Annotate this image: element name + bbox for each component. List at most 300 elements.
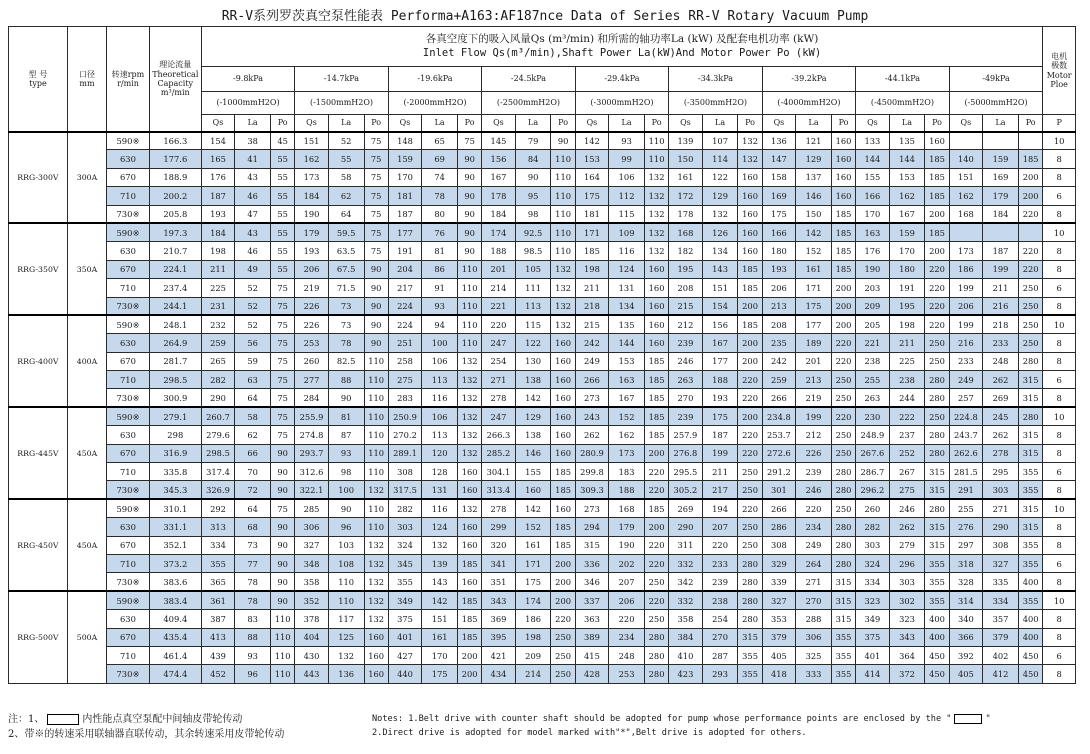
- value-cell: 146: [796, 187, 832, 205]
- value-cell: 96: [235, 665, 271, 683]
- value-cell: 226: [295, 297, 328, 315]
- value-cell: 160: [458, 518, 482, 536]
- value-cell: 355: [831, 628, 855, 646]
- note-en-1: Notes: 1.Belt drive with counter shaft should be adopted for pump whose performance points are enclosed by the " ": [372, 714, 991, 724]
- value-cell: 234: [796, 518, 832, 536]
- value-cell: 314: [949, 591, 982, 609]
- value-cell: 363: [575, 610, 608, 628]
- header-main-cn: 各真空度下的吸入风量Qs (m³/min) 和所需的轴功率La (kW) 及配套电机功率 (kW): [425, 33, 819, 46]
- value-cell: 187: [388, 205, 421, 223]
- value-cell: 96: [328, 518, 364, 536]
- value-cell: 315: [1018, 371, 1042, 389]
- value-cell: 257.9: [669, 426, 702, 444]
- pole-cell: 8: [1043, 242, 1076, 260]
- value-cell: 220: [925, 297, 949, 315]
- value-cell: 110: [551, 205, 575, 223]
- value-cell: 170: [388, 168, 421, 186]
- value-cell: 78: [235, 573, 271, 591]
- value-cell: 160: [364, 646, 388, 664]
- subheader-po: Po: [925, 115, 949, 132]
- value-cell: 220: [925, 315, 949, 333]
- vacuum-kpa: -34.3kPa: [669, 67, 762, 92]
- value-cell: 247: [482, 334, 515, 352]
- value-cell: 290: [669, 518, 702, 536]
- value-cell: 233: [702, 554, 738, 572]
- value-cell: 244: [889, 389, 925, 407]
- model-cell: RRG-350V: [9, 223, 68, 315]
- value-cell: 167: [482, 168, 515, 186]
- value-cell: 355: [738, 665, 762, 683]
- value-cell: 144: [889, 150, 925, 168]
- value-cell: 343: [889, 628, 925, 646]
- subheader-la: La: [609, 115, 645, 132]
- value-cell: 87: [328, 426, 364, 444]
- value-cell: 270: [669, 389, 702, 407]
- vacuum-mmh2o: (-5000mmH2O): [949, 92, 1043, 115]
- subheader-po: Po: [1018, 115, 1042, 132]
- value-cell: 250: [831, 389, 855, 407]
- value-cell: 176: [201, 168, 234, 186]
- capacity-cell: 188.9: [149, 168, 201, 186]
- value-cell: 225: [889, 352, 925, 370]
- value-cell: 73: [328, 297, 364, 315]
- value-cell: 163: [609, 371, 645, 389]
- value-cell: 43: [235, 223, 271, 241]
- value-cell: 110: [551, 242, 575, 260]
- value-cell: 187: [702, 426, 738, 444]
- value-cell: 280: [925, 499, 949, 517]
- value-cell: 309.3: [575, 481, 608, 499]
- value-cell: 90: [364, 260, 388, 278]
- value-cell: 185: [551, 463, 575, 481]
- value-cell: 341: [482, 554, 515, 572]
- value-cell: 132: [364, 481, 388, 499]
- speed-cell: 630: [107, 610, 150, 628]
- value-cell: 132: [364, 610, 388, 628]
- pole-cell: 10: [1043, 315, 1076, 333]
- value-cell: 287: [702, 646, 738, 664]
- value-cell: 170: [889, 242, 925, 260]
- value-cell: 450: [925, 646, 949, 664]
- value-cell: 110: [364, 371, 388, 389]
- value-cell: 250.9: [388, 407, 421, 425]
- value-cell: 415: [575, 646, 608, 664]
- value-cell: 202: [609, 554, 645, 572]
- value-cell: 175: [762, 205, 795, 223]
- value-cell: 414: [856, 665, 889, 683]
- subheader-la: La: [515, 115, 551, 132]
- value-cell: 169: [762, 187, 795, 205]
- value-cell: 138: [515, 426, 551, 444]
- value-cell: 315: [1018, 444, 1042, 462]
- value-cell: 222: [889, 407, 925, 425]
- capacity-cell: 237.4: [149, 279, 201, 297]
- diameter-cell: 400A: [67, 315, 106, 407]
- value-cell: 179: [983, 187, 1019, 205]
- diameter-cell: 300A: [67, 132, 106, 224]
- value-cell: 75: [364, 187, 388, 205]
- page-title: RR-V系列罗茨真空泵性能表 Performa+A163:AF187nce Data of Series RR-V Rotary Vacuum Pump: [221, 9, 869, 24]
- value-cell: 246: [796, 481, 832, 499]
- value-cell: 301: [762, 481, 795, 499]
- value-cell: 165: [201, 150, 234, 168]
- value-cell: 233: [949, 352, 982, 370]
- value-cell: [1018, 223, 1042, 241]
- value-cell: 198: [515, 628, 551, 646]
- value-cell: 134: [609, 297, 645, 315]
- value-cell: 439: [201, 646, 234, 664]
- value-cell: 280: [644, 665, 668, 683]
- value-cell: 355: [738, 646, 762, 664]
- value-cell: 178: [669, 205, 702, 223]
- value-cell: 113: [422, 371, 458, 389]
- value-cell: 110: [271, 628, 295, 646]
- value-cell: 79: [515, 132, 551, 150]
- value-cell: 324: [388, 536, 421, 554]
- value-cell: 211: [983, 279, 1019, 297]
- value-cell: 250: [1018, 297, 1042, 315]
- value-cell: 253.7: [762, 426, 795, 444]
- speed-cell: 630: [107, 334, 150, 352]
- speed-cell: 590※: [107, 407, 150, 425]
- vacuum-kpa: -29.4kPa: [575, 67, 668, 92]
- value-cell: 158: [762, 168, 795, 186]
- value-cell: 217: [702, 481, 738, 499]
- capacity-cell: 300.9: [149, 389, 201, 407]
- value-cell: 199: [702, 444, 738, 462]
- value-cell: 254: [702, 610, 738, 628]
- value-cell: 375: [856, 628, 889, 646]
- value-cell: [983, 223, 1019, 241]
- table-row: [9, 444, 1076, 462]
- value-cell: 151: [295, 132, 328, 150]
- value-cell: 246: [669, 352, 702, 370]
- value-cell: 278: [482, 499, 515, 517]
- value-cell: 76: [422, 223, 458, 241]
- capacity-cell: 210.7: [149, 242, 201, 260]
- value-cell: 160: [551, 389, 575, 407]
- value-cell: 143: [422, 573, 458, 591]
- value-cell: 262.6: [949, 444, 982, 462]
- value-cell: 334: [983, 591, 1019, 609]
- pole-cell: 8: [1043, 260, 1076, 278]
- value-cell: 167: [889, 205, 925, 223]
- value-cell: 264: [796, 554, 832, 572]
- value-cell: 239: [796, 463, 832, 481]
- value-cell: 427: [388, 646, 421, 664]
- value-cell: 355: [831, 665, 855, 683]
- value-cell: 90: [458, 242, 482, 260]
- value-cell: 55: [271, 150, 295, 168]
- value-cell: 75: [364, 132, 388, 150]
- value-cell: 90: [271, 554, 295, 572]
- value-cell: 213: [762, 297, 795, 315]
- value-cell: 185: [925, 187, 949, 205]
- value-cell: 132: [458, 389, 482, 407]
- value-cell: 215: [575, 315, 608, 333]
- value-cell: 250: [644, 573, 668, 591]
- value-cell: 128: [422, 463, 458, 481]
- value-cell: 384: [669, 628, 702, 646]
- value-cell: 369: [482, 610, 515, 628]
- value-cell: 186: [949, 260, 982, 278]
- value-cell: 88: [328, 371, 364, 389]
- value-cell: 255: [856, 371, 889, 389]
- value-cell: 132: [644, 168, 668, 186]
- value-cell: 52: [235, 279, 271, 297]
- subheader-po: Po: [831, 115, 855, 132]
- value-cell: 160: [925, 132, 949, 150]
- vacuum-mmh2o: (-1000mmH2O): [201, 92, 294, 115]
- value-cell: 154: [702, 297, 738, 315]
- value-cell: 200: [925, 242, 949, 260]
- value-cell: 315: [738, 628, 762, 646]
- value-cell: 116: [609, 242, 645, 260]
- value-cell: 250: [551, 646, 575, 664]
- value-cell: 160: [738, 187, 762, 205]
- value-cell: 132: [551, 315, 575, 333]
- value-cell: 286: [762, 518, 795, 536]
- speed-cell: 730※: [107, 205, 150, 223]
- value-cell: 92.5: [515, 223, 551, 241]
- value-cell: 177: [702, 352, 738, 370]
- value-cell: 132: [644, 187, 668, 205]
- value-cell: 346: [575, 573, 608, 591]
- value-cell: 56: [235, 334, 271, 352]
- value-cell: 159: [889, 223, 925, 241]
- value-cell: 387: [201, 610, 234, 628]
- value-cell: 285.2: [482, 444, 515, 462]
- value-cell: 152: [796, 242, 832, 260]
- value-cell: 250: [738, 481, 762, 499]
- pole-cell: 6: [1043, 187, 1076, 205]
- value-cell: 55: [271, 242, 295, 260]
- value-cell: 179: [295, 223, 328, 241]
- value-cell: 232: [201, 315, 234, 333]
- value-cell: 440: [388, 665, 421, 683]
- value-cell: 132: [364, 591, 388, 609]
- value-cell: 191: [889, 279, 925, 297]
- value-cell: 98.5: [515, 242, 551, 260]
- value-cell: 194: [702, 499, 738, 517]
- value-cell: 238: [889, 371, 925, 389]
- value-cell: 90: [271, 481, 295, 499]
- value-cell: 173: [609, 444, 645, 462]
- value-cell: 160: [551, 334, 575, 352]
- value-cell: 110: [551, 187, 575, 205]
- value-cell: 175: [796, 297, 832, 315]
- value-cell: 323: [856, 591, 889, 609]
- table-row: [9, 334, 1076, 352]
- value-cell: 275: [388, 371, 421, 389]
- value-cell: 159: [983, 150, 1019, 168]
- value-cell: 185: [925, 223, 949, 241]
- value-cell: 138: [515, 371, 551, 389]
- value-cell: 90: [458, 168, 482, 186]
- value-cell: 155: [856, 168, 889, 186]
- value-cell: 220: [831, 334, 855, 352]
- value-cell: 315: [1018, 499, 1042, 517]
- value-cell: 308: [388, 463, 421, 481]
- value-cell: 160: [551, 407, 575, 425]
- value-cell: 45: [271, 132, 295, 150]
- value-cell: 450: [1018, 665, 1042, 683]
- value-cell: 177: [388, 223, 421, 241]
- pole-cell: 10: [1043, 499, 1076, 517]
- value-cell: 108: [328, 554, 364, 572]
- value-cell: 248: [983, 352, 1019, 370]
- vacuum-mmh2o: (-1500mmH2O): [295, 92, 388, 115]
- value-cell: 259: [762, 371, 795, 389]
- value-cell: 160: [364, 628, 388, 646]
- value-cell: 213: [796, 371, 832, 389]
- value-cell: 355: [1018, 481, 1042, 499]
- value-cell: 184: [201, 223, 234, 241]
- value-cell: 320: [482, 536, 515, 554]
- value-cell: 163: [856, 223, 889, 241]
- pole-cell: 8: [1043, 518, 1076, 536]
- header-diameter: 口径 mm: [67, 27, 106, 132]
- value-cell: 129: [702, 187, 738, 205]
- value-cell: 91: [422, 279, 458, 297]
- value-cell: 131: [422, 481, 458, 499]
- model-cell: RRG-445V: [9, 407, 68, 499]
- value-cell: 200: [458, 646, 482, 664]
- value-cell: 78: [422, 187, 458, 205]
- value-cell: 348: [295, 554, 328, 572]
- speed-cell: 710: [107, 554, 150, 572]
- vacuum-kpa: -19.6kPa: [388, 67, 481, 92]
- value-cell: 250: [925, 352, 949, 370]
- notes-chinese: [8, 712, 284, 742]
- value-cell: 199: [796, 407, 832, 425]
- vacuum-mmh2o: (-2500mmH2O): [482, 92, 575, 115]
- value-cell: 75: [364, 242, 388, 260]
- value-cell: 250: [644, 610, 668, 628]
- subheader-la: La: [702, 115, 738, 132]
- value-cell: 358: [295, 573, 328, 591]
- value-cell: 139: [669, 132, 702, 150]
- pole-cell: 8: [1043, 168, 1076, 186]
- subheader-qs: Qs: [669, 115, 702, 132]
- pole-cell: 6: [1043, 646, 1076, 664]
- value-cell: 280: [831, 463, 855, 481]
- value-cell: 134: [702, 242, 738, 260]
- capacity-cell: 197.3: [149, 223, 201, 241]
- value-cell: 110: [364, 426, 388, 444]
- value-cell: 220: [644, 554, 668, 572]
- value-cell: 188: [702, 371, 738, 389]
- pole-cell: 8: [1043, 389, 1076, 407]
- value-cell: 144: [856, 150, 889, 168]
- header-main: [201, 27, 1043, 67]
- value-cell: 140: [949, 150, 982, 168]
- header-poles: 电机 极数 Motor Ploe: [1043, 27, 1076, 115]
- value-cell: 302: [889, 591, 925, 609]
- subheader-la: La: [328, 115, 364, 132]
- value-cell: 113: [422, 426, 458, 444]
- table-row: [9, 481, 1076, 499]
- value-cell: 315: [925, 481, 949, 499]
- value-cell: 219: [295, 279, 328, 297]
- value-cell: 63: [235, 371, 271, 389]
- value-cell: 355: [1018, 554, 1042, 572]
- value-cell: 170: [422, 646, 458, 664]
- value-cell: 325: [796, 646, 832, 664]
- value-cell: 90: [271, 591, 295, 609]
- pole-cell: 8: [1043, 297, 1076, 315]
- subheader-po: Po: [364, 115, 388, 132]
- value-cell: 317.4: [201, 463, 234, 481]
- value-cell: 154: [201, 132, 234, 150]
- value-cell: 160: [551, 499, 575, 517]
- value-cell: 355: [1018, 463, 1042, 481]
- value-cell: 160: [551, 426, 575, 444]
- value-cell: 317.5: [388, 481, 421, 499]
- capacity-cell: 298: [149, 426, 201, 444]
- value-cell: 250: [551, 628, 575, 646]
- value-cell: 41: [235, 150, 271, 168]
- table-row: [9, 223, 1076, 241]
- value-cell: 412: [983, 665, 1019, 683]
- capacity-cell: 435.4: [149, 628, 201, 646]
- value-cell: 259: [201, 334, 234, 352]
- value-cell: 132: [551, 279, 575, 297]
- value-cell: 315: [1018, 426, 1042, 444]
- value-cell: 349: [388, 591, 421, 609]
- value-cell: 78: [235, 591, 271, 609]
- value-cell: 209: [856, 297, 889, 315]
- value-cell: 111: [515, 279, 551, 297]
- value-cell: 110: [551, 150, 575, 168]
- value-cell: 404: [295, 628, 328, 646]
- value-cell: 250: [831, 499, 855, 517]
- value-cell: 428: [575, 665, 608, 683]
- value-cell: 185: [551, 536, 575, 554]
- value-cell: 262: [983, 426, 1019, 444]
- value-cell: 58: [328, 168, 364, 186]
- value-cell: 82.5: [328, 352, 364, 370]
- speed-cell: 730※: [107, 481, 150, 499]
- value-cell: 55: [271, 168, 295, 186]
- value-cell: 185: [644, 426, 668, 444]
- value-cell: 267: [889, 463, 925, 481]
- value-cell: 55: [271, 223, 295, 241]
- value-cell: 291.2: [762, 463, 795, 481]
- value-cell: 216: [949, 334, 982, 352]
- value-cell: 160: [458, 463, 482, 481]
- value-cell: 278: [983, 444, 1019, 462]
- value-cell: 124: [422, 518, 458, 536]
- value-cell: 198: [889, 315, 925, 333]
- speed-cell: 630: [107, 242, 150, 260]
- value-cell: 297: [949, 536, 982, 554]
- value-cell: 71.5: [328, 279, 364, 297]
- value-cell: 205: [856, 315, 889, 333]
- value-cell: [1018, 132, 1042, 150]
- value-cell: 355: [925, 554, 949, 572]
- value-cell: 305.2: [669, 481, 702, 499]
- value-cell: 177: [796, 315, 832, 333]
- note-cn-1: 注：1、 内性能点真空泵配中间轴皮带轮传动: [8, 714, 243, 725]
- value-cell: 94: [422, 315, 458, 333]
- value-cell: 315: [925, 463, 949, 481]
- capacity-cell: 345.3: [149, 481, 201, 499]
- value-cell: 160: [831, 168, 855, 186]
- vacuum-kpa: -14.7kPa: [295, 67, 388, 92]
- value-cell: 73: [235, 536, 271, 554]
- model-cell: RRG-450V: [9, 499, 68, 591]
